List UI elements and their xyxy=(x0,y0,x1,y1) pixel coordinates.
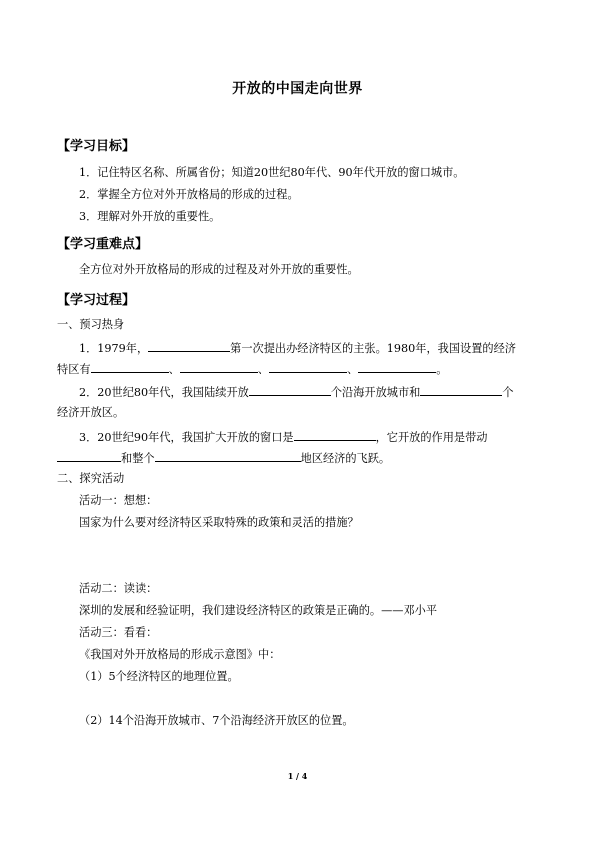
q1-separator: 、 xyxy=(346,363,359,376)
goal-item-3: 3．理解对外开放的重要性。 xyxy=(79,210,221,223)
activity-2-label: 活动二：读读： xyxy=(79,582,158,595)
activity-1-label: 活动一：想想： xyxy=(79,494,158,507)
activity-3-item-2: （2）14个沿海开放城市、7个沿海经济开放区的位置。 xyxy=(79,714,354,727)
q2-text-c: 个 xyxy=(502,386,514,399)
question-1-line-1 xyxy=(79,340,516,356)
q3-blank-region-1[interactable] xyxy=(57,450,121,462)
learning-process-heading: 【学习过程】 xyxy=(57,293,136,308)
page-title: 开放的中国走向世界 xyxy=(232,81,363,97)
q2-blank-cities[interactable] xyxy=(249,384,331,396)
q1-blank-proposer[interactable] xyxy=(148,340,230,352)
page-number: 1 / 4 xyxy=(287,771,308,781)
q3-text-c: 和整个 xyxy=(121,452,155,465)
activity-3-item-1: （1）5个经济特区的地理位置。 xyxy=(79,670,239,683)
q1-blank-zone-2[interactable] xyxy=(180,361,258,373)
part1-label: 一、预习热身 xyxy=(57,318,125,331)
key-points-text: 全方位对外开放格局的形成的过程及对外开放的重要性。 xyxy=(79,263,359,276)
key-points-heading: 【学习重难点】 xyxy=(57,237,149,252)
q1-text-b: 第一次提出办经济特区的主张。1980年，我国设置的经济 xyxy=(230,342,516,355)
question-1-line-2 xyxy=(57,361,447,377)
activity-3-intro: 《我国对外开放格局的形成示意图》中： xyxy=(79,648,281,661)
q1-separator: 、 xyxy=(257,363,269,376)
q1-separator: 、 xyxy=(168,363,180,376)
learning-goals-heading: 【学习目标】 xyxy=(57,139,136,154)
question-3-line-1 xyxy=(79,429,487,445)
q3-blank-window[interactable] xyxy=(294,429,376,441)
activity-2-quote: 深圳的发展和经验证明，我们建设经济特区的政策是正确的。——邓小平 xyxy=(79,604,438,617)
activity-3-label: 活动三：看看： xyxy=(79,626,158,639)
q3-text-a: 3．20世纪90年代，我国扩大开放的窗口是 xyxy=(79,431,294,444)
q2-blank-zones[interactable] xyxy=(420,384,502,396)
q2-text-a: 2．20世纪80年代，我国陆续开放 xyxy=(79,386,249,399)
q1-blank-zone-4[interactable] xyxy=(358,361,436,373)
q3-text-b: ，它开放的作用是带动 xyxy=(375,431,488,444)
part2-label: 二、探究活动 xyxy=(57,472,125,485)
goal-item-2: 2．掌握全方位对外开放格局的形成的过程。 xyxy=(79,188,299,201)
q3-blank-region-2[interactable] xyxy=(155,450,301,462)
q1-blank-zone-3[interactable] xyxy=(269,361,347,373)
activity-1-question: 国家为什么要对经济特区采取特殊的政策和灵活的措施？ xyxy=(79,516,359,529)
q1-text-a: 1．1979年， xyxy=(79,342,149,355)
q3-text-d: 地区经济的飞跃。 xyxy=(300,452,391,465)
q1-text-c: 特区有 xyxy=(57,363,91,376)
q2-text-b: 个沿海开放城市和 xyxy=(330,386,421,399)
question-3-line-2 xyxy=(57,450,390,466)
q1-end-mark: 。 xyxy=(436,363,448,376)
q1-blank-zone-1[interactable] xyxy=(91,361,169,373)
question-2-line-1 xyxy=(79,384,514,400)
goal-item-1: 1．记住特区名称、所属省份；知道20世纪80年代、90年代开放的窗口城市。 xyxy=(79,166,465,179)
q2-text-d: 经济开放区。 xyxy=(57,406,125,419)
